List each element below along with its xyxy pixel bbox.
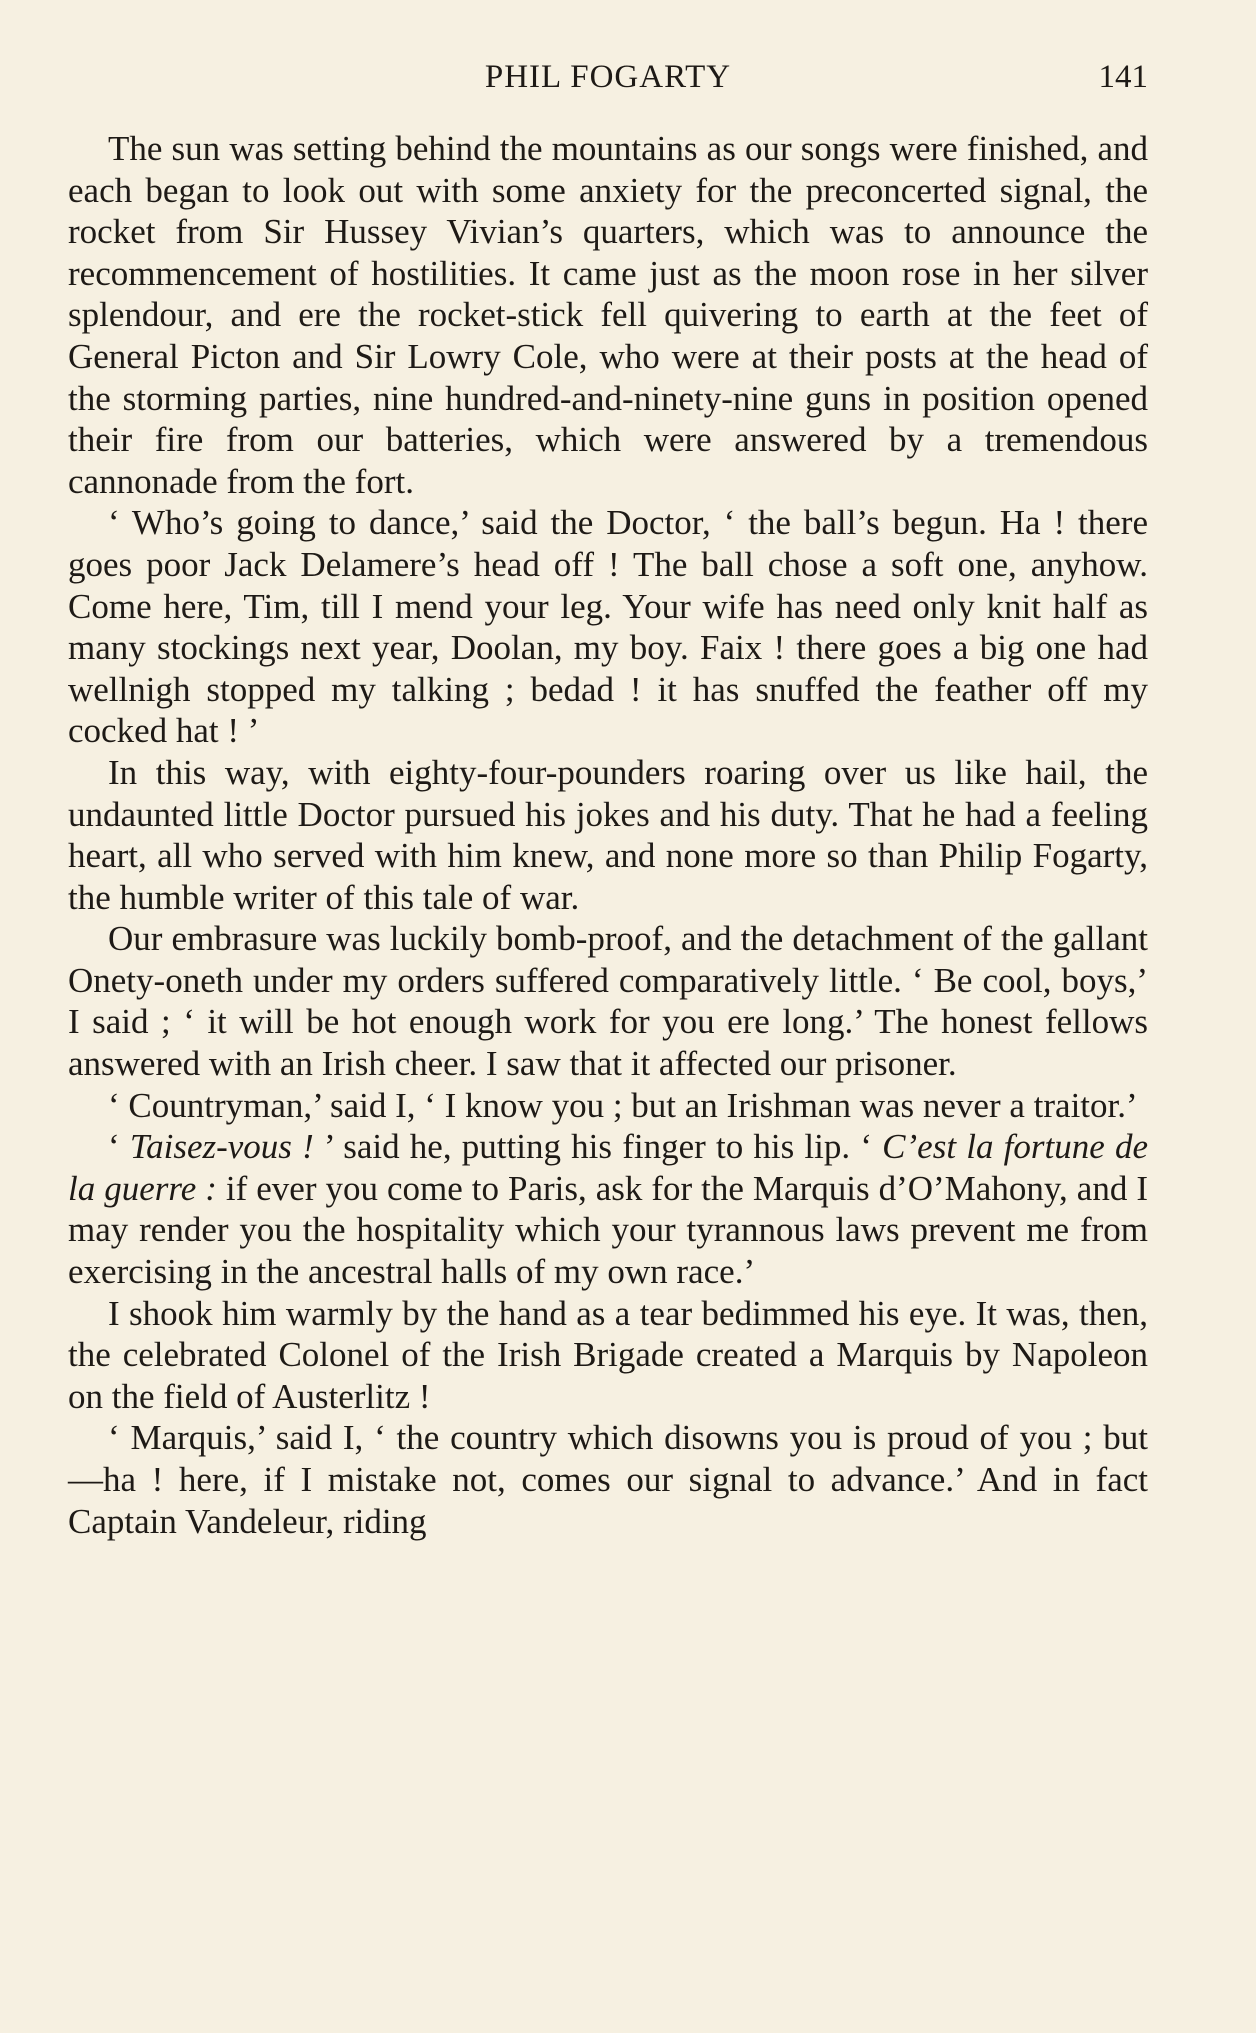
paragraph-7: I shook him warmly by the hand as a tear bedimmed his eye. It was, then, the celebrated Colonel of the Irish Brigade created a Marquis by Napoleon on the field of Austerlitz !: [68, 1293, 1148, 1416]
italic-phrase-taisez-vous: Taisez-vous !: [129, 1127, 314, 1167]
page-number: 141: [1098, 59, 1148, 95]
paragraph-2: ‘ Who’s going to dance,’ said the Doctor, ‘ the ball’s begun. Ha ! there goes poor Jack Delamere’s head off ! The ball chose a soft one, anyhow. Come here, Tim, till I mend your leg. Your wife has need only knit half as many stockings next year, Doolan, my boy. Faix ! there goes a big one had wellnigh stopped my talking ; bedad ! it has snuffed the feather off my cocked hat ! ’: [68, 503, 1148, 751]
paragraph-6-text-b: if ever you come to Paris, ask for the Marquis d’O’Mahony, and I may render you the hospitality which your tyrannous laws prevent me from exercising in the ancestral halls of my own race.’: [68, 1168, 1148, 1292]
running-head: [68, 52, 1148, 102]
running-head-title: PHIL FOGARTY: [484, 59, 732, 95]
italic-phrase-fortune: C’est la fortune de la guerre :: [68, 1127, 1149, 1208]
paragraph-8: ‘ Marquis,’ said I, ‘ the country which disowns you is proud of you ; but—ha ! here, if I mistake not, comes our signal to advance.’ And in fact Captain Vandeleur, riding: [68, 1418, 1148, 1541]
body-text: [68, 128, 1148, 1542]
paragraph-3: In this way, with eighty-four-pounders roaring over us like hail, the undaunted little Doctor pursued his jokes and his duty. That he had a feeling heart, all who served with him knew, and none more so than Philip Fogarty, the humble writer of this tale of war.: [68, 752, 1148, 917]
paragraph-5: ‘ Countryman,’ said I, ‘ I know you ; but an Irishman was never a traitor.’: [108, 1085, 1138, 1125]
paragraph-6-text-a: ’ said he, putting his finger to his lip. ‘: [313, 1127, 883, 1167]
paragraph-1: The sun was setting behind the mountains as our songs were finished, and each began to look out with some anxiety for the preconcerted signal, the rocket from Sir Hussey Vivian’s quarters, which was to announce the recommencement of hostilities. It came just as the moon rose in her silver splendour, and ere the rocket-stick fell quivering to earth at the feet of General Picton and Sir Lowry Cole, who were at their posts at the head of the storming parties, nine hundred-and-ninety-nine guns in position opened their fire from our batteries, which were answered by a tremendous cannonade from the fort.: [68, 129, 1148, 501]
paragraph-6: ‘ Taisez-vous ! ’ said he, putting his finger to his lip. ‘ C’est la fortune de la guerre : if ever you come to Paris, ask for the Marquis d’O’Mahony, and I may render you the hospitality which your tyrannous laws prevent me from exercising in the ancestral halls of my own race.’: [68, 1127, 1149, 1292]
paragraph-4: Our embrasure was luckily bomb-proof, and the detachment of the gallant Onety-oneth under my orders suffered comparatively little. ‘ Be cool, boys,’ I said ; ‘ it will be hot enough work for you ere long.’ The honest fellows answered with an Irish cheer. I saw that it affected our prisoner.: [68, 919, 1148, 1084]
